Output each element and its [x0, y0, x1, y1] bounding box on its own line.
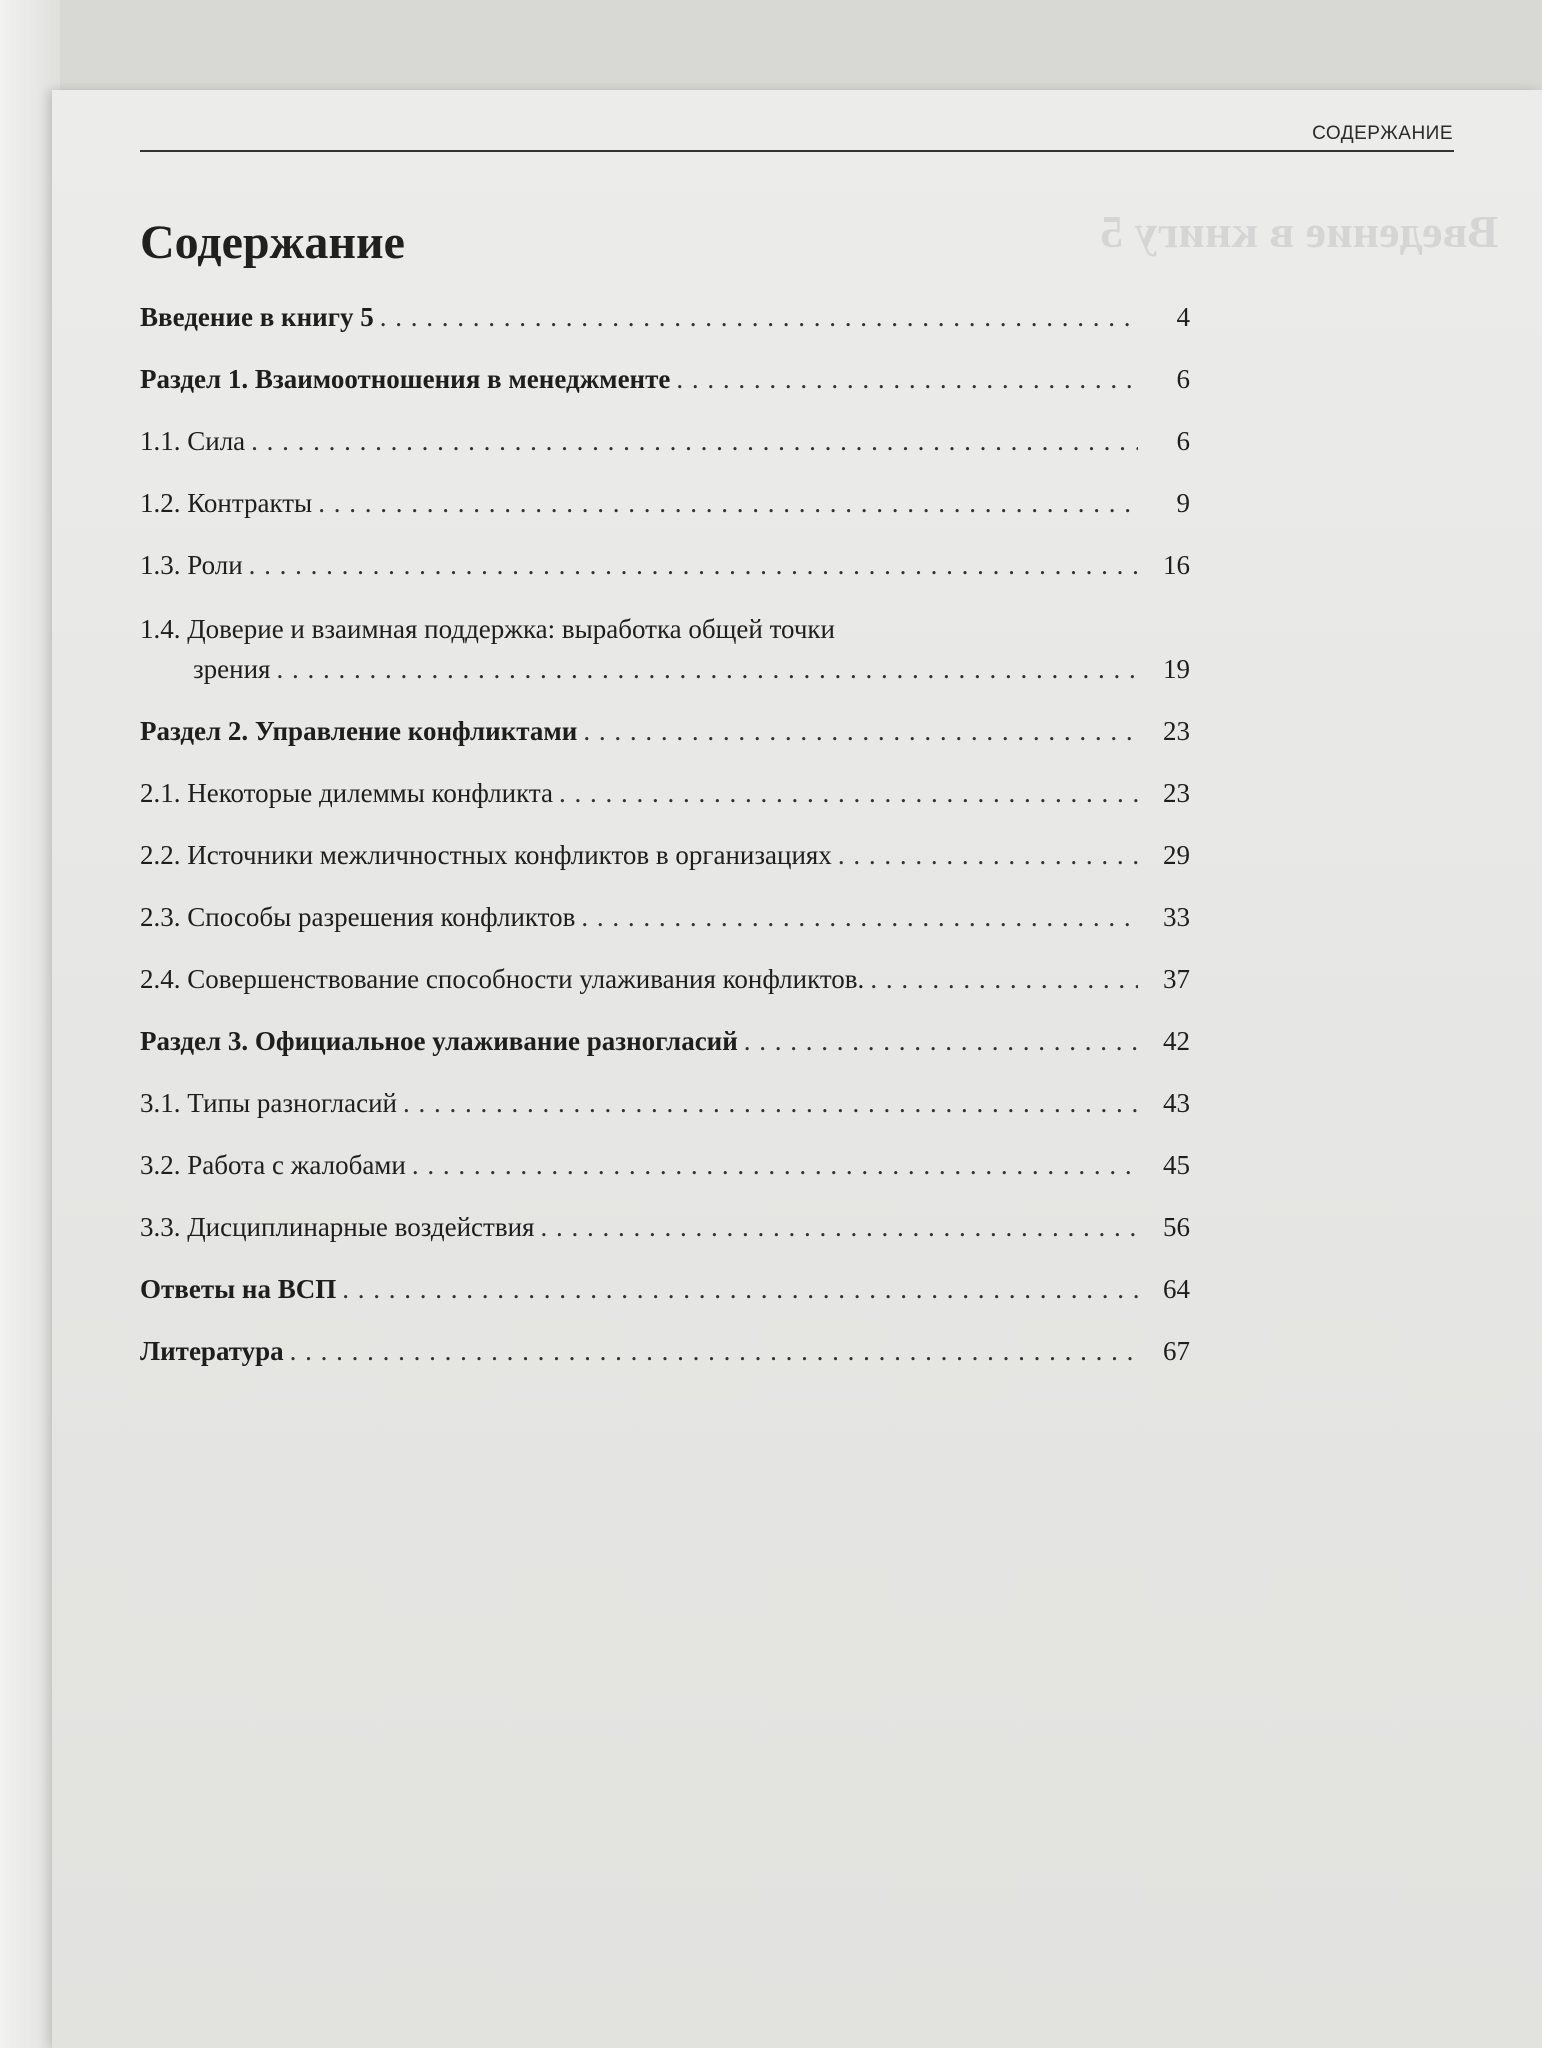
dot-leader	[290, 1336, 1138, 1366]
toc-entry-label: 3.2. Работа с жалобами	[140, 1150, 406, 1180]
toc-entry-label: Ответы на ВСП	[140, 1274, 337, 1304]
toc-entry-label: 1.2. Контракты	[140, 488, 313, 518]
toc-title: Содержание	[140, 216, 405, 269]
dot-leader	[870, 964, 1138, 994]
toc-entry-label: Введение в книгу 5	[140, 302, 374, 332]
toc-entry-label: Литература	[140, 1336, 284, 1366]
toc-entry-page: 67	[1163, 1336, 1190, 1366]
toc-entry-3-1	[140, 1088, 1190, 1118]
dot-leader	[838, 840, 1138, 870]
toc-entry-3-3	[140, 1212, 1190, 1242]
toc-entry-page: 16	[1163, 550, 1190, 580]
toc-entry-section-2	[140, 716, 1190, 746]
dot-leader	[412, 1150, 1138, 1180]
toc-entry-page: 42	[1163, 1026, 1190, 1056]
page-edge	[0, 0, 60, 2048]
toc-entry-1-2	[140, 488, 1190, 518]
toc-entry-section-1	[140, 364, 1190, 394]
toc-entry-page: 29	[1163, 840, 1190, 870]
toc-entry-page: 45	[1163, 1150, 1190, 1180]
toc-entry-page: 6	[1176, 426, 1190, 456]
toc-entry-label: 2.4. Совершенствование способности улаживания конфликтов.	[140, 964, 865, 994]
toc-entry-page: 37	[1163, 964, 1190, 994]
dot-leader	[276, 654, 1138, 684]
dot-leader	[249, 550, 1138, 580]
toc-entry-2-3	[140, 902, 1190, 932]
toc-entry-label: 3.1. Типы разногласий	[140, 1088, 398, 1118]
toc-entry-page: 64	[1163, 1274, 1190, 1304]
toc-entry-intro	[140, 302, 1190, 332]
toc-entry-2-2	[140, 840, 1190, 870]
bleed-through-heading: Введение в книгу 5	[1100, 206, 1499, 257]
toc-entry-label-cont: зрения	[193, 654, 271, 684]
dot-leader	[342, 1274, 1138, 1304]
toc-entry-label: 1.3. Роли	[140, 550, 243, 580]
toc-entry-label: Раздел 2. Управление конфликтами	[140, 716, 578, 746]
header-rule	[140, 150, 1454, 152]
dot-leader	[583, 716, 1138, 746]
toc-entry-label: 2.1. Некоторые дилеммы конфликта	[140, 778, 553, 808]
toc-entry-label: 3.3. Дисциплинарные воздействия	[140, 1212, 535, 1242]
toc-entry-label: 2.2. Источники межличностных конфликтов в организациях	[140, 840, 832, 870]
toc-entry-1-1	[140, 426, 1190, 456]
toc-entry-page: 23	[1163, 716, 1190, 746]
toc-entry-label: 1.4. Доверие и взаимная поддержка: выработка общей точки	[140, 614, 835, 644]
toc-entry-1-3	[140, 550, 1190, 580]
toc-entry-page: 43	[1163, 1088, 1190, 1118]
toc-entry-label: Раздел 3. Официальное улаживание разногласий	[140, 1026, 738, 1056]
dot-leader	[581, 902, 1138, 932]
toc-entry-page: 4	[1176, 302, 1190, 332]
dot-leader	[559, 778, 1138, 808]
toc-entry-page: 9	[1176, 488, 1190, 518]
dot-leader	[251, 426, 1138, 456]
toc-entry-page: 6	[1176, 364, 1190, 394]
toc-entry-3-2	[140, 1150, 1190, 1180]
toc-entry-section-3	[140, 1026, 1190, 1056]
running-head: СОДЕРЖАНИЕ	[1312, 123, 1453, 144]
toc-entry-literature	[140, 1336, 1190, 1366]
toc-entry-page: 33	[1163, 902, 1190, 932]
toc-entry-1-4	[140, 612, 1190, 684]
toc-entry-label: 2.3. Способы разрешения конфликтов	[140, 902, 576, 932]
toc-entry-page: 23	[1163, 778, 1190, 808]
dot-leader	[744, 1026, 1138, 1056]
toc-entry-label: Раздел 1. Взаимоотношения в менеджменте	[140, 364, 671, 394]
toc-entry-answers	[140, 1274, 1190, 1304]
toc-entry-2-1	[140, 778, 1190, 808]
dot-leader	[676, 364, 1138, 394]
toc-entry-page: 19	[1163, 654, 1190, 684]
toc-entry-label: 1.1. Сила	[140, 426, 246, 456]
toc-entry-page: 56	[1163, 1212, 1190, 1242]
dot-leader	[403, 1088, 1138, 1118]
dot-leader	[380, 302, 1138, 332]
toc-list	[140, 302, 1190, 1398]
dot-leader	[540, 1212, 1138, 1242]
dot-leader	[318, 488, 1138, 518]
toc-entry-2-4	[140, 964, 1190, 994]
